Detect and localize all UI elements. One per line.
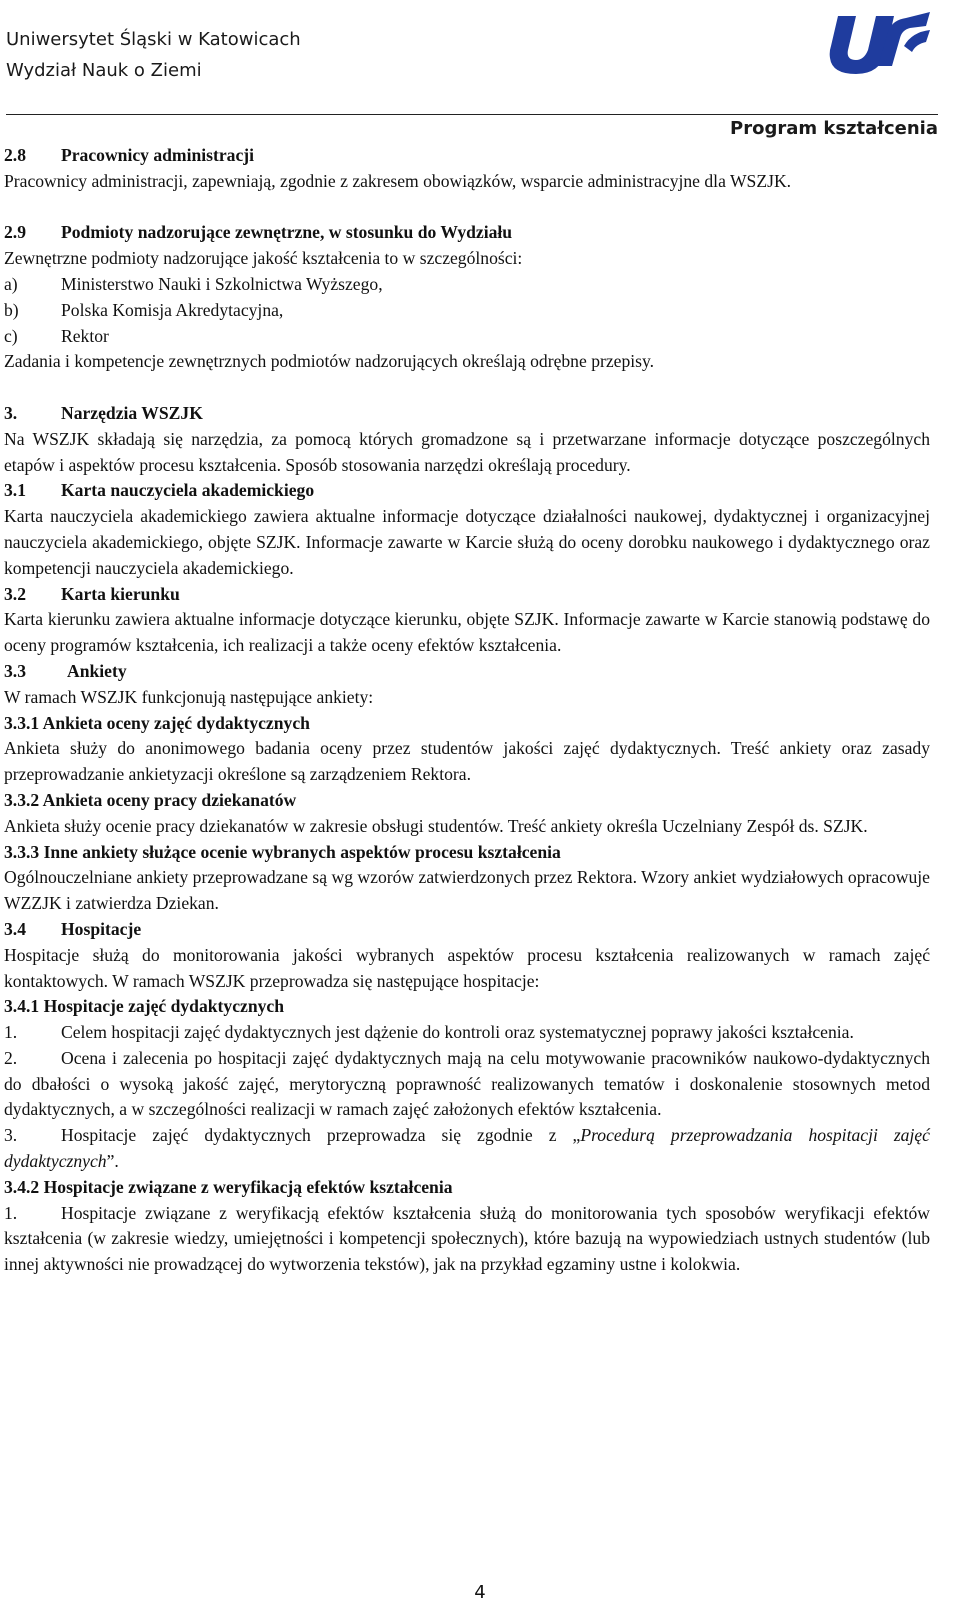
item-text-end: ”. — [106, 1151, 119, 1172]
section-2-9-heading — [4, 220, 930, 246]
section-3-2-body: Karta kierunku zawiera aktualne informacje dotyczące kierunku, objęte SZJK. Informacje zawarte w Karcie stanowią podstawę do oceny programów kształcenia, ich realizacji a także oceny efektów kształcenia. — [4, 609, 930, 656]
numbered-item — [4, 1201, 930, 1278]
item-text: Celem hospitacji zajęć dydaktycznych jest dążenie do kontroli oraz systematycznej poprawy jakości kształcenia. — [61, 1022, 854, 1043]
section-title: Ankiety — [67, 660, 127, 681]
section-3-3-1-body: Ankieta służy do anonimowego badania oceny przez studentów jakości zajęć dydaktycznych. Treść ankiety oraz zasady przeprowadzanie ankietyzacji określone są zarządzeniem Rektora. — [4, 738, 930, 785]
section-3-2-heading — [4, 582, 930, 608]
section-number: 3.4 — [4, 918, 26, 939]
section-number: 2.9 — [4, 222, 26, 243]
section-title: Karta nauczyciela akademickiego — [61, 480, 315, 501]
numbered-item — [4, 1123, 930, 1175]
section-number: 2.8 — [4, 145, 26, 165]
item-marker: 1. — [4, 1202, 18, 1223]
numbered-item — [4, 1046, 930, 1123]
list-text: Polska Komisja Akredytacyjna, — [61, 299, 284, 320]
section-number: 3. — [4, 402, 18, 423]
numbered-item — [4, 1020, 930, 1046]
university-name: Uniwersytet Śląski w Katowicach — [6, 29, 301, 50]
list-marker: b) — [4, 299, 19, 320]
section-3-3-heading — [4, 659, 930, 685]
item-marker: 2. — [4, 1047, 18, 1068]
section-3-4-1-heading: 3.4.1 Hospitacje zajęć dydaktycznych — [4, 996, 284, 1017]
item-marker: 1. — [4, 1022, 18, 1043]
section-title: Hospitacje — [61, 918, 142, 939]
list-item — [4, 272, 930, 298]
list-text: Ministerstwo Nauki i Szkolnictwa Wyższego, — [61, 273, 383, 294]
page-number: 4 — [474, 1582, 486, 1603]
section-2-9-outro: Zadania i kompetencje zewnętrznych podmiotów nadzorujących określają odrębne przepisy. — [4, 351, 655, 372]
section-3-3-2-heading: 3.3.2 Ankieta oceny pracy dziekanatów — [4, 789, 297, 810]
section-2-8-body: Pracownicy administracji, zapewniają, zgodnie z zakresem obowiązków, wsparcie administracyjne dla WSZJK. — [4, 170, 792, 191]
section-3-1-body: Karta nauczyciela akademickiego zawiera aktualne informacje dotyczące działalności naukowej, dydaktycznej i organizacyjnej nauczyciela akademickiego, objęte SZJK. Informacje zawarte w Karcie służą do oceny dorobku naukowego i dydaktycznego oraz kompetencji nauczyciela akademickiego. — [4, 506, 930, 578]
section-2-9-intro: Zewnętrzne podmioty nadzorujące jakość kształcenia to w szczególności: — [4, 248, 523, 269]
section-title: Narzędzia WSZJK — [61, 402, 203, 423]
list-marker: a) — [4, 273, 18, 294]
section-title: Karta kierunku — [61, 583, 180, 604]
document-body — [4, 143, 930, 1278]
section-3-3-2-body: Ankieta służy ocenie pracy dziekanatów w zakresie obsługi studentów. Treść ankiety określa Uczelniany Zespół ds. SZJK. — [4, 815, 868, 836]
section-3-body: Na WSZJK składają się narzędzia, za pomocą których gromadzone są i przetwarzane informacje dotyczące poszczególnych etapów i aspektów procesu kształcenia. Sposób stosowania narzędzi określają procedury. — [4, 428, 930, 475]
section-number: 3.3 — [4, 660, 26, 681]
procedure-title: Procedurą przeprowadzania hospitacji zajęć dydaktycznych — [4, 1125, 930, 1172]
section-3-3-3-body: Ogólnouczelniane ankiety przeprowadzane są wg wzorów zatwierdzonych przez Rektora. Wzory ankiet wydziałowych opracowuje WZZJK i zatwierdza Dziekan. — [4, 867, 930, 914]
section-3-4-2-heading: 3.4.2 Hospitacje związane z weryfikacją efektów kształcenia — [4, 1176, 453, 1197]
faculty-name: Wydział Nauk o Ziemi — [6, 60, 202, 81]
section-title: Podmioty nadzorujące zewnętrzne, w stosunku do Wydziału — [61, 222, 513, 243]
section-title: Pracownicy administracji — [61, 145, 255, 165]
section-3-3-3-heading: 3.3.3 Inne ankiety służące ocenie wybranych aspektów procesu kształcenia — [4, 841, 561, 862]
list-marker: c) — [4, 325, 18, 346]
program-title: Program kształcenia — [730, 118, 938, 139]
item-text: Ocena i zalecenia po hospitacji zajęć dydaktycznych mają na celu motywowanie pracowników naukowo-dydaktycznych do dbałości o wysoką jakość zajęć, merytoryczną poprawność realizowanych tematów i doskonalenie stosownych metod dydaktycznych, a w szczególności realizacji w ramach zajęć założonych efektów kształcenia. — [4, 1047, 930, 1120]
section-2-8-heading — [4, 143, 930, 169]
section-number: 3.1 — [4, 480, 26, 501]
university-logo — [826, 6, 932, 82]
item-text: Hospitacje związane z weryfikacją efektów kształcenia służą do monitorowania tych sposobów weryfikacji efektów kształcenia (w zakresie wiedzy, umiejętności i kompetencji społecznych), które bazują na wypowiedziach ustnych studentów (lub innej aktywności nie prowadzącej do wytworzenia tekstów), jak na przykład egzaminy ustne i kolokwia. — [4, 1202, 930, 1275]
item-text: Hospitacje zajęć dydaktycznych przeprowadza się zgodnie z „ — [61, 1125, 581, 1146]
list-text: Rektor — [61, 325, 109, 346]
item-marker: 3. — [4, 1125, 18, 1146]
section-3-3-body: W ramach WSZJK funkcjonują następujące ankiety: — [4, 686, 374, 707]
section-3-4-body: Hospitacje służą do monitorowania jakości wybranych aspektów procesu kształcenia realizowanych w ramach zajęć kontaktowych. W ramach WSZJK przeprowadza się następujące hospitacje: — [4, 944, 930, 991]
list-item — [4, 324, 930, 350]
section-3-1-heading — [4, 478, 930, 504]
section-number: 3.2 — [4, 583, 26, 604]
section-3-heading — [4, 401, 930, 427]
header-rule — [6, 114, 938, 115]
section-3-4-heading — [4, 917, 930, 943]
section-3-3-1-heading: 3.3.1 Ankieta oceny zajęć dydaktycznych — [4, 712, 310, 733]
list-item — [4, 298, 930, 324]
